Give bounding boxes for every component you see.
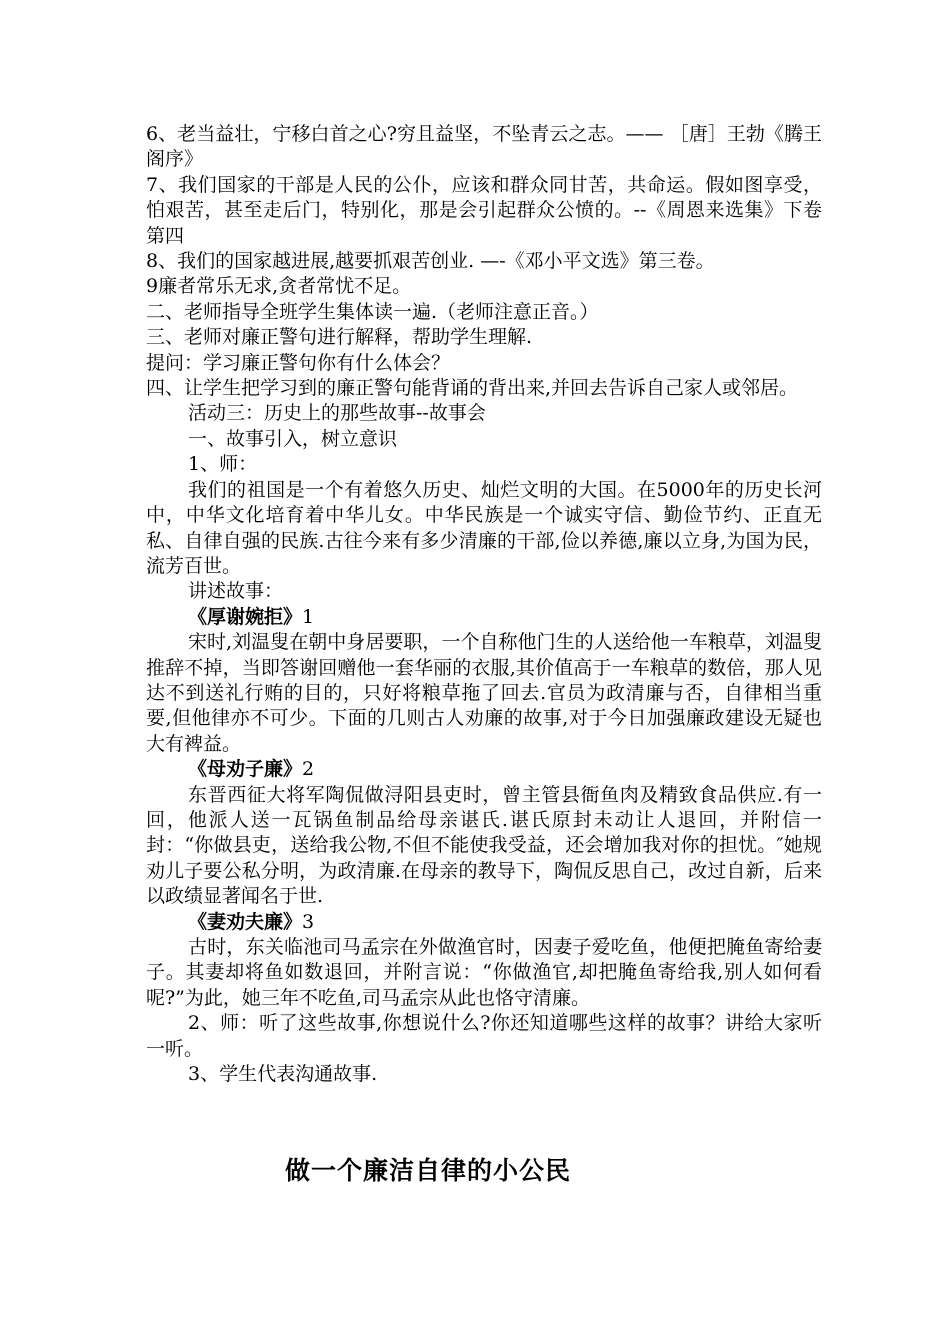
story-3-heading [146, 910, 822, 935]
story-2-text: 东晋西征大将军陶侃做浔阳县吏时，曾主管县衙鱼肉及精致食品供应.有一回，他派人送一瓦锅鱼制品给母亲谌氏.谌氏原封未动让人退回，并附信一封：“你做县吏，送给我公物,不但不能使我受益，还会增加我对你的担忧。″她规劝儿子要公私分明，为政清廉.在母亲的教导下，陶侃反思自己，改过自新，后来以政绩显著闻名于世. [146, 783, 822, 908]
activity-3-heading: 活动三：历史上的那些故事--故事会 [188, 402, 486, 425]
story-1-title: 《厚谢婉拒》 [188, 605, 303, 628]
body-text [146, 122, 822, 1087]
section-intro: 一、故事引入，树立意识 [188, 427, 398, 450]
story-2-heading [146, 757, 822, 782]
step-2: 二、老师指导全班学生集体读一遍.（老师注意正音。） [146, 300, 599, 323]
story-1-text: 宋时,刘温叟在朝中身居要职，一个自称他门生的人送给他一车粮草，刘温叟推辞不掉，当即答谢回赠他一套华丽的衣服,其价值高于一车粮草的数倍，那人见达不到送礼行贿的目的，只好将粮草拖了回去.官员为政清廉与否，自律相当重要,但他律亦不可少。下面的几则古人劝廉的故事,对于今日加强廉政建设无疑也大有裨益。 [146, 631, 822, 755]
story-2-number: 2 [302, 758, 315, 781]
student-stories: 3、学生代表沟通故事. [188, 1063, 378, 1086]
question: 提问：学习廉正警句你有什么体会？ [146, 351, 451, 374]
teacher-2: 2、师：听了这些故事,你想说什么?你还知道哪些这样的故事？讲给大家听一听。 [146, 1012, 822, 1060]
quote-9: 9廉者常乐无求,贪者常忧不足。 [146, 275, 412, 298]
intro-paragraph: 我们的祖国是一个有着悠久历史、灿烂文明的大国。在5000年的历史长河中，中华文化培育着中华儿女。中华民族是一个诚实守信、勤俭节约、正直无私、自律自强的民族.古往今来有多少清廉的干部,俭以养德,廉以立身,为国为民，流芳百世。 [146, 478, 822, 577]
story-1-number: 1 [302, 605, 315, 628]
step-3: 三、老师对廉正警句进行解释，帮助学生理解. [146, 326, 533, 349]
step-4: 四、让学生把学习到的廉正警句能背诵的背出来,并回去告诉自己家人或邻居。 [146, 377, 799, 400]
quote-6: 6、老当益壮，宁移白首之心?穷且益坚，不坠青云之志。—— ［唐］王勃《腾王阁序》 [146, 123, 822, 171]
story-2-title: 《母劝子廉》 [188, 758, 303, 781]
teacher-1: 1、师： [188, 453, 258, 476]
story-3-text: 古时，东关临池司马孟宗在外做渔官时，因妻子爱吃鱼，他便把腌鱼寄给妻子。其妻却将鱼如数退回，并附言说：“你做渔官,却把腌鱼寄给我,别人如何看呢?”为此，她三年不吃鱼,司马孟宗从此也恪守清廉。 [146, 936, 822, 1009]
story-3-title: 《妻劝夫廉》 [188, 910, 303, 933]
quote-8: 8、我们的国家越进展,越要抓艰苦创业. —-《邓小平文选》第三卷。 [146, 250, 715, 273]
story-1-heading [146, 605, 822, 630]
quote-7: 7、我们国家的干部是人民的公仆，应该和群众同甘苦，共命运。假如图享受，怕艰苦，甚至走后门，特别化，那是会引起群众公愤的。--《周恩来选集》下卷第四 [146, 173, 822, 247]
section-title: 做一个廉洁自律的小公民 [285, 1156, 572, 1185]
tell-stories: 讲述故事： [188, 580, 284, 603]
story-3-number: 3 [302, 910, 315, 933]
